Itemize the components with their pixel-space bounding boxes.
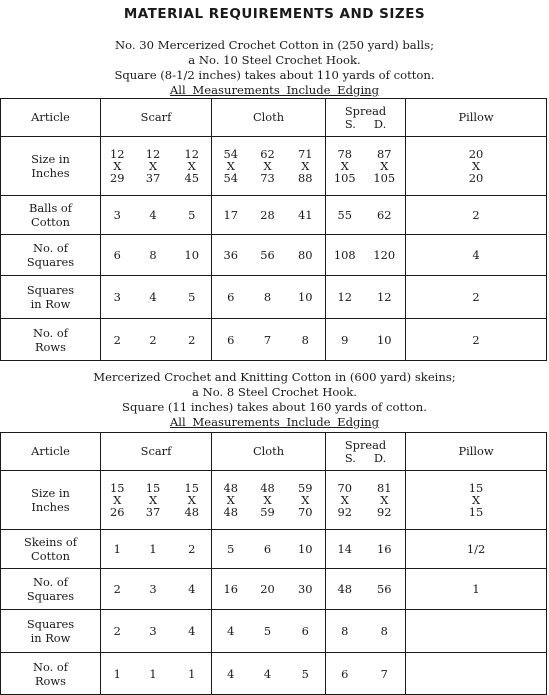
table-cell: 1	[406, 569, 547, 610]
table-cell: 14	[326, 530, 364, 569]
row-label-line: No. of	[33, 325, 68, 340]
cell-line: 15	[468, 481, 484, 495]
cell-line: 48	[223, 481, 238, 495]
table-cell: 108	[326, 235, 364, 276]
row-label-line: Size in	[31, 152, 70, 166]
row-label	[1, 471, 101, 530]
table-cell: 4	[173, 610, 212, 653]
cell-line: 105	[373, 171, 396, 185]
table-row	[1, 530, 547, 569]
header-cloth: Cloth	[212, 433, 326, 471]
table-cell: 1	[173, 653, 212, 695]
table-cell	[326, 137, 364, 196]
table-cell: 3	[101, 196, 134, 235]
row-label-line: No. of	[33, 575, 68, 589]
table-cell	[212, 137, 250, 196]
section1-intro-line: Square (8-1/2 inches) takes about 110 yards of cotton.	[114, 68, 435, 82]
table-cell: 2	[406, 319, 547, 361]
table-cell: 80	[286, 235, 326, 276]
row-label	[1, 137, 101, 196]
table-cell: 6	[212, 276, 250, 319]
cell-line: 81	[377, 481, 392, 495]
cell-line: 70	[298, 505, 313, 519]
cell-line: 71	[298, 147, 313, 161]
cell-line: 12	[145, 147, 161, 161]
cell-line: X	[226, 493, 235, 507]
cell-line: X	[187, 159, 196, 173]
header-scarf: Scarf	[101, 99, 212, 137]
table-cell: 1	[101, 530, 134, 569]
table-cell: 10	[364, 319, 406, 361]
table-cell: 10	[286, 276, 326, 319]
table-cell: 6	[101, 235, 134, 276]
cell-line: X	[301, 159, 310, 173]
cell-line: X	[148, 493, 158, 507]
table-cell: 4	[406, 235, 547, 276]
table-row	[1, 319, 547, 361]
section2-intro-line: Mercerized Crochet and Knitting Cotton in (600 yard) skeins;	[93, 370, 456, 384]
row-label-line: in Row	[30, 297, 71, 311]
header-row	[1, 433, 547, 471]
header-article: Article	[1, 433, 101, 471]
row-label	[1, 530, 101, 569]
row-label-line: Rows	[34, 673, 67, 688]
table-cell: 2	[101, 569, 134, 610]
row-label-line: Balls of	[29, 201, 72, 215]
cell-line: 78	[337, 147, 353, 161]
cell-line: 15	[184, 481, 199, 495]
row-label-line: Squares	[26, 283, 75, 297]
header-spread-double: D.	[373, 116, 387, 131]
table-cell: 2	[101, 610, 134, 653]
cell-line: X	[263, 159, 272, 173]
cell-line: X	[340, 493, 349, 507]
cell-line: 20	[468, 147, 484, 161]
row-label	[1, 276, 101, 319]
cell-line: 92	[337, 505, 353, 519]
cell-line: 54	[223, 147, 238, 161]
table-cell: 4	[173, 569, 212, 610]
section2-table	[0, 432, 547, 695]
table-cell: 10	[286, 530, 326, 569]
table-cell: 8	[286, 319, 326, 361]
header-spread-single: S.	[344, 450, 356, 465]
header-pillow: Pillow	[406, 433, 547, 471]
table-cell: 6	[286, 610, 326, 653]
row-label-line: Cotton	[31, 549, 70, 563]
cell-line: X	[113, 493, 122, 507]
row-label-line: Squares	[26, 255, 75, 269]
header-spread-sizes	[326, 452, 405, 465]
row-label-line: Inches	[31, 500, 70, 514]
table-cell: 5	[286, 653, 326, 695]
header-spread	[326, 99, 406, 137]
cell-line: X	[113, 159, 122, 173]
table-cell: 6	[250, 530, 286, 569]
header-cloth: Cloth	[212, 99, 326, 137]
cell-line: 20	[468, 171, 484, 185]
header-spread-sizes	[326, 118, 405, 131]
table-cell: 36	[212, 235, 250, 276]
cell-line: X	[301, 493, 310, 507]
table-cell: 7	[364, 653, 406, 695]
cell-line: 37	[145, 505, 161, 519]
table-cell: 3	[134, 569, 173, 610]
table-cell: 16	[212, 569, 250, 610]
cell-line: 88	[298, 171, 313, 185]
row-label-line: Cotton	[31, 215, 70, 229]
cell-line: 15	[145, 481, 161, 495]
row-label	[1, 319, 101, 361]
row-label-line: Rows	[34, 339, 67, 354]
table-cell: 5	[212, 530, 250, 569]
table-cell: 4	[212, 653, 250, 695]
table-cell: 55	[326, 196, 364, 235]
header-spread	[326, 433, 406, 471]
cell-line: 73	[260, 171, 275, 185]
cell-line: 45	[184, 171, 199, 185]
table-cell: 4	[250, 653, 286, 695]
cell-line: 12	[184, 147, 199, 161]
header-spread-label: Spread	[344, 103, 387, 118]
table-cell	[101, 137, 134, 196]
table-cell	[286, 471, 326, 530]
section1-intro-line: No. 30 Mercerized Crochet Cotton in (250 yard) balls;	[115, 38, 434, 52]
table-cell: 8	[364, 610, 406, 653]
table-cell	[286, 137, 326, 196]
row-label-line: Inches	[31, 166, 70, 180]
section2-edging-note: All Measurements Include Edging	[169, 415, 380, 429]
row-label	[1, 653, 101, 695]
table-cell: 1	[134, 530, 173, 569]
table-row	[1, 196, 547, 235]
cell-line: X	[380, 493, 389, 507]
table-row	[1, 653, 547, 695]
row-label-line: Squares	[26, 589, 75, 603]
row-label	[1, 569, 101, 610]
table-cell: 41	[286, 196, 326, 235]
table-cell	[326, 471, 364, 530]
table-cell	[173, 137, 212, 196]
cell-line: 62	[260, 147, 275, 161]
cell-line: 92	[377, 505, 392, 519]
header-scarf: Scarf	[101, 433, 212, 471]
cell-line: 87	[377, 147, 392, 161]
table-cell: 6	[212, 319, 250, 361]
cell-line: 15	[468, 505, 484, 519]
table-cell: 1	[101, 653, 134, 695]
row-label	[1, 610, 101, 653]
cell-line: X	[226, 159, 235, 173]
table-cell	[406, 610, 547, 653]
table-cell: 2	[173, 530, 212, 569]
table-cell: 4	[134, 196, 173, 235]
cell-line: 48	[223, 505, 238, 519]
row-label-line: in Row	[30, 631, 71, 645]
table-cell	[212, 471, 250, 530]
table-cell: 56	[250, 235, 286, 276]
table-cell: 4	[212, 610, 250, 653]
table-row	[1, 276, 547, 319]
table-cell	[406, 653, 547, 695]
cell-line: 29	[110, 171, 125, 185]
section1-intro	[0, 38, 549, 98]
table-cell	[364, 137, 406, 196]
table-cell: 10	[173, 235, 212, 276]
section2-intro-line: Square (11 inches) takes about 160 yards of cotton.	[122, 400, 427, 414]
table-cell	[101, 471, 134, 530]
section1-intro-line: a No. 10 Steel Crochet Hook.	[188, 53, 361, 67]
table-cell	[134, 471, 173, 530]
cell-line: 26	[110, 505, 125, 519]
page-title: MATERIAL REQUIREMENTS AND SIZES	[123, 6, 426, 22]
header-spread-single: S.	[344, 116, 356, 131]
table-cell: 120	[364, 235, 406, 276]
table-cell	[406, 137, 547, 196]
row-label-line: No. of	[33, 659, 68, 674]
row-label	[1, 196, 101, 235]
row-label-line: Squares	[26, 617, 75, 631]
table-cell: 56	[364, 569, 406, 610]
table-cell: 2	[101, 319, 134, 361]
table-cell: 62	[364, 196, 406, 235]
table-cell: 2	[406, 196, 547, 235]
table-cell: 48	[326, 569, 364, 610]
header-row	[1, 99, 547, 137]
table-cell: 12	[326, 276, 364, 319]
section1-table	[0, 98, 547, 361]
table-cell: 9	[326, 319, 364, 361]
table-cell: 6	[326, 653, 364, 695]
table-cell	[250, 137, 286, 196]
header-spread-double: D.	[373, 450, 387, 465]
table-cell: 5	[173, 196, 212, 235]
cell-line: 59	[298, 481, 313, 495]
cell-line: 105	[333, 171, 356, 185]
cell-line: 54	[223, 171, 238, 185]
table-row	[1, 471, 547, 530]
table-row	[1, 610, 547, 653]
cell-line: X	[187, 493, 196, 507]
header-spread-label: Spread	[344, 437, 387, 452]
row-label	[1, 235, 101, 276]
cell-line: 37	[145, 171, 161, 185]
table-cell: 3	[134, 610, 173, 653]
cell-line: 70	[337, 481, 353, 495]
row-label-line: No. of	[33, 241, 68, 255]
row-label-line: Size in	[31, 486, 70, 500]
table-cell: 17	[212, 196, 250, 235]
cell-line: X	[472, 493, 481, 507]
header-article: Article	[1, 99, 101, 137]
cell-line: 48	[184, 505, 199, 519]
table-cell: 1/2	[406, 530, 547, 569]
table-cell: 5	[250, 610, 286, 653]
table-cell: 2	[406, 276, 547, 319]
table-cell: 12	[364, 276, 406, 319]
table-row	[1, 235, 547, 276]
cell-line: 15	[110, 481, 125, 495]
table-cell: 16	[364, 530, 406, 569]
table-cell: 28	[250, 196, 286, 235]
section1-edging-note: All Measurements Include Edging	[169, 83, 380, 97]
table-cell: 8	[250, 276, 286, 319]
header-pillow: Pillow	[406, 99, 547, 137]
cell-line: X	[380, 159, 389, 173]
cell-line: X	[148, 159, 158, 173]
row-label-line: Skeins of	[24, 535, 77, 549]
cell-line: X	[340, 159, 349, 173]
table-cell	[173, 471, 212, 530]
cell-line: X	[263, 493, 272, 507]
table-cell: 7	[250, 319, 286, 361]
table-cell: 20	[250, 569, 286, 610]
cell-line: 48	[260, 481, 275, 495]
section2-intro-line: a No. 8 Steel Crochet Hook.	[191, 385, 357, 399]
table-cell: 8	[326, 610, 364, 653]
cell-line: 59	[260, 505, 275, 519]
table-cell: 1	[134, 653, 173, 695]
table-cell: 8	[134, 235, 173, 276]
table-cell	[250, 471, 286, 530]
table-row	[1, 137, 547, 196]
table-row	[1, 569, 547, 610]
table-cell: 4	[134, 276, 173, 319]
table-cell: 2	[134, 319, 173, 361]
cell-line: X	[472, 159, 481, 173]
table-cell	[364, 471, 406, 530]
cell-line: 12	[110, 147, 125, 161]
table-cell: 3	[101, 276, 134, 319]
table-cell: 30	[286, 569, 326, 610]
table-cell: 2	[173, 319, 212, 361]
table-cell: 5	[173, 276, 212, 319]
table-cell	[406, 471, 547, 530]
section2-intro	[0, 370, 549, 430]
table-cell	[134, 137, 173, 196]
